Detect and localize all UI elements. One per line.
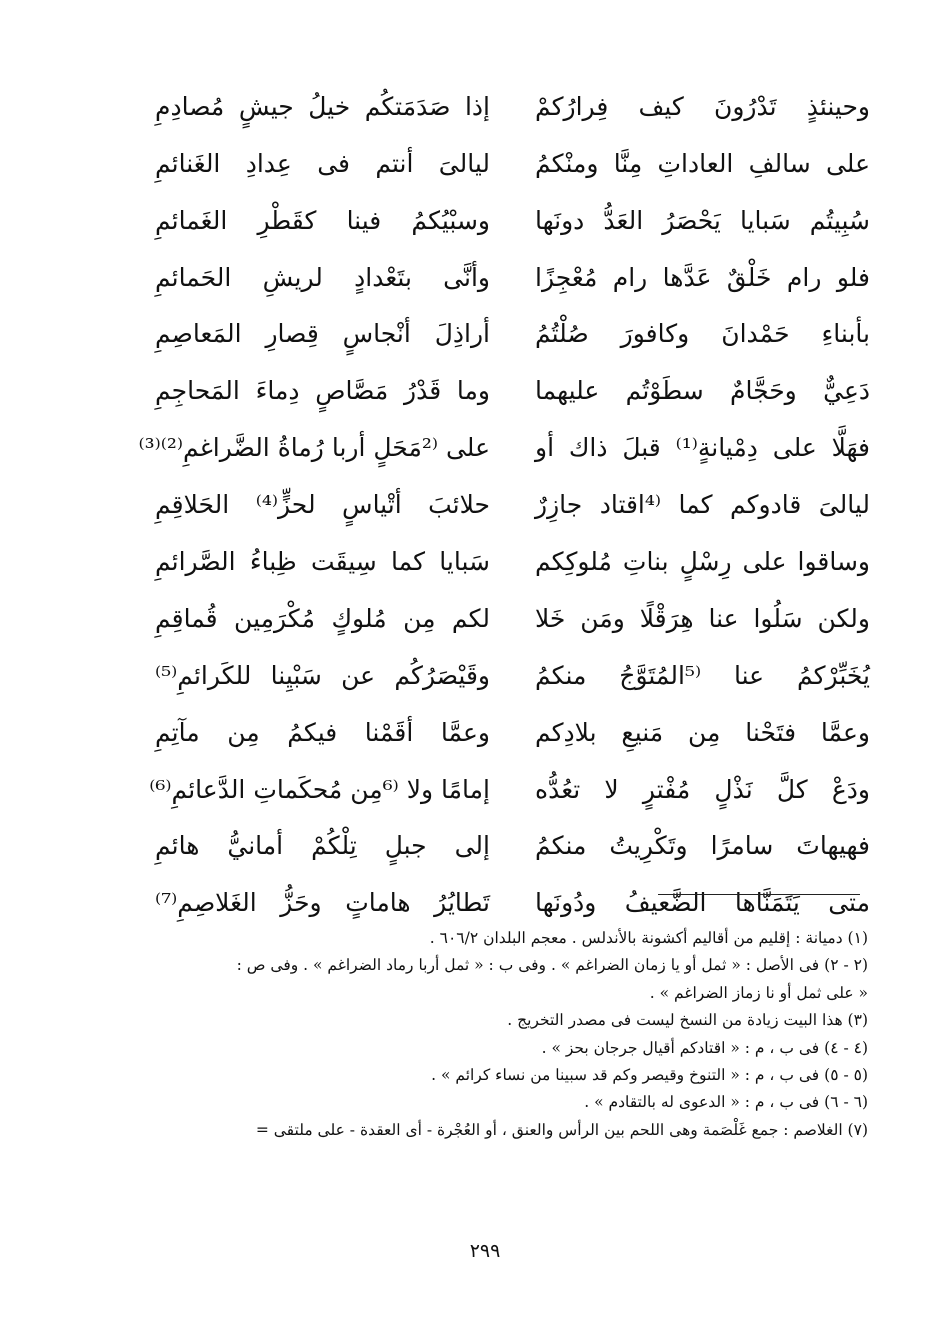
verse-right-hemistich: وحينئذٍ تَدْرُونَ كيف فِرارُكمْ <box>535 91 870 121</box>
verse-13 <box>149 753 870 810</box>
verse-right-hemistich: ودَعْ كلَّ نَذْلٍ مُفْترٍ لا تعُدُّه <box>535 774 870 804</box>
footnote-2-continued: « على ثمل أو نا زماز الضراغم » . <box>649 983 868 1002</box>
verse-left-hemistich: على ⁽²مَحَلٍ أربا رُماةُ الضَّراغمِ⁽²⁾⁽³⁾ <box>138 433 490 463</box>
verse-9 <box>155 525 870 582</box>
verse-left-hemistich: وما قَدْرُ مَصَّاصٍ دِماءَ المَحاجِمِ <box>155 376 490 406</box>
verse-left-hemistich: وعمَّا أقَمْنا فيكمُ مِن مآتِمِ <box>155 717 490 747</box>
footnotes <box>150 925 868 1144</box>
verse-right-hemistich: على سالفِ العاداتِ مِنَّا ومنْكمُ <box>535 148 870 178</box>
footnote-5: (٥ - ٥) فى ب ، م : « التنوخ وقيصر وكم قد سبينا من نساء كرائم » . <box>431 1065 868 1084</box>
verse-right-hemistich: سُبِيتُم سَبايا يَحْصَرُ العَدُّ دونَها <box>535 205 870 235</box>
verse-left-hemistich: لكم مِن مُلوكٍ مُكْرَمِين قُماقِمِ <box>155 603 490 633</box>
verse-left-hemistich: وأنَّى بتَعْدادٍ لريشِ الحَمائمِ <box>155 262 490 292</box>
verse-left-hemistich: حلائبَ أتْياسٍ لحزٍّ⁽⁴⁾ الحَلاقِمِ <box>155 490 491 520</box>
verse-right-hemistich: وساقوا على رِسْلٍ بناتِ مُلوكِكم <box>535 547 870 577</box>
footnote-2: (٢ - ٢) فى الأصل : « ثمل أو يا زمان الضراغم » . وفى ب : « ثمل أربا رماد الضراغم » . وفى ص : <box>236 956 868 975</box>
verse-left-hemistich: سَبايا كما سِيقَت ظِباءُ الصَّرائمِ <box>155 547 490 577</box>
verse-right-hemistich: يُخَبِّرْكمُ عنا ⁽⁵المُتَوَّجُ منكمُ <box>535 660 870 690</box>
verse-14 <box>155 810 870 867</box>
footnote-1: (١) دميانة : إقليم من أقاليم أكشونة بالأندلس . معجم البلدان ٦٠٦/٢ . <box>429 929 868 947</box>
verse-11 <box>155 639 870 696</box>
verse-right-hemistich: فهَلَّا على دِمْيانةٍ⁽¹⁾ قبلَ ذاك أو <box>535 433 870 463</box>
verse-left-hemistich: إذا صَدَمَتكُم خيلُ جيشٍ مُصادِمِ <box>155 91 490 121</box>
verse-left-hemistich: تَطايُرُ هاماتٍ وحَزُّ الغَلاصِمِ⁽⁷⁾ <box>155 888 490 918</box>
verse-left-hemistich: أراذِلَ أنْجاسٍ قِصارِ المَعاصِمِ <box>155 319 490 349</box>
footnote-3: (٣) هذا البيت زيادة من النسخ ليست فى مصدر التخريج . <box>507 1011 868 1030</box>
verse-left-hemistich: وسبْيُكمُ فينا كقَطْرِ الغَمائمِ <box>155 205 490 235</box>
verse-left-hemistich: إمامًا ولا ⁽⁶مِن مُحكَماتِ الدَّعائمِ⁽⁶⁾ <box>149 774 490 804</box>
verse-3 <box>155 184 870 241</box>
verse-4 <box>155 241 870 298</box>
verse-1 <box>155 70 870 127</box>
footnote-6: (٦ - ٦) فى ب ، م : « الدعوى له بالتقادم » . <box>584 1093 868 1112</box>
verse-2 <box>155 127 870 184</box>
footnote-4: (٤ - ٤) فى ب ، م : « اقتادكم أقيال جرجان بحز » . <box>541 1038 868 1057</box>
verse-12 <box>155 696 870 753</box>
verse-7 <box>138 411 870 468</box>
verse-5 <box>155 298 870 355</box>
footnote-divider <box>658 894 860 895</box>
verse-left-hemistich: وقَيْصَرُكُم عن سَبْيِنا للكَرائمِ⁽⁵⁾ <box>155 660 490 690</box>
verse-left-hemistich: ليالىَ أنتم فى عِدادِ الغَنائمِ <box>155 148 490 178</box>
page-number: ٢٩٩ <box>469 1240 501 1262</box>
verse-10 <box>155 582 870 639</box>
verse-right-hemistich: دَعِيٌّ وحَجَّامٌ سطَوْتُم عليهما <box>535 376 870 406</box>
verse-right-hemistich: متى يَتَمَنَّاها الضَّعيفُ ودُونَها <box>535 888 870 918</box>
verse-right-hemistich: فلو رام خَلْقٌ عَدَّها رام مُعْجِزًا <box>535 262 870 292</box>
verse-right-hemistich: ليالىَ قادوكم كما ⁽⁴اقتاد جازِرٌ <box>535 490 871 520</box>
footnote-7: (٧) الغلاصم : جمع غَلْصَمة وهى اللحم بين الرأس والعنق ، أو العُجْرة - أى العقدة - على ملتقى = <box>255 1120 868 1139</box>
verse-8 <box>155 468 870 525</box>
poem <box>138 70 871 923</box>
verse-6 <box>155 354 870 411</box>
verse-right-hemistich: وعمَّا فتَحْنا مِن مَنيعِ بلادِكم <box>535 717 870 747</box>
verse-left-hemistich: إلى جبلٍ تِلْكُمْ أمانيُّ هائمِ <box>155 831 490 861</box>
verse-right-hemistich: ولكن سَلُوا عنا هِرَقْلًا ومَن خَلا <box>535 603 870 633</box>
verse-right-hemistich: بأبناءِ حَمْدانَ وكافورَ صُلْتُمُ <box>535 319 870 349</box>
verse-right-hemistich: فهيهاتَ سامرًا وتَكْرِيتُ منكمُ <box>535 831 870 861</box>
